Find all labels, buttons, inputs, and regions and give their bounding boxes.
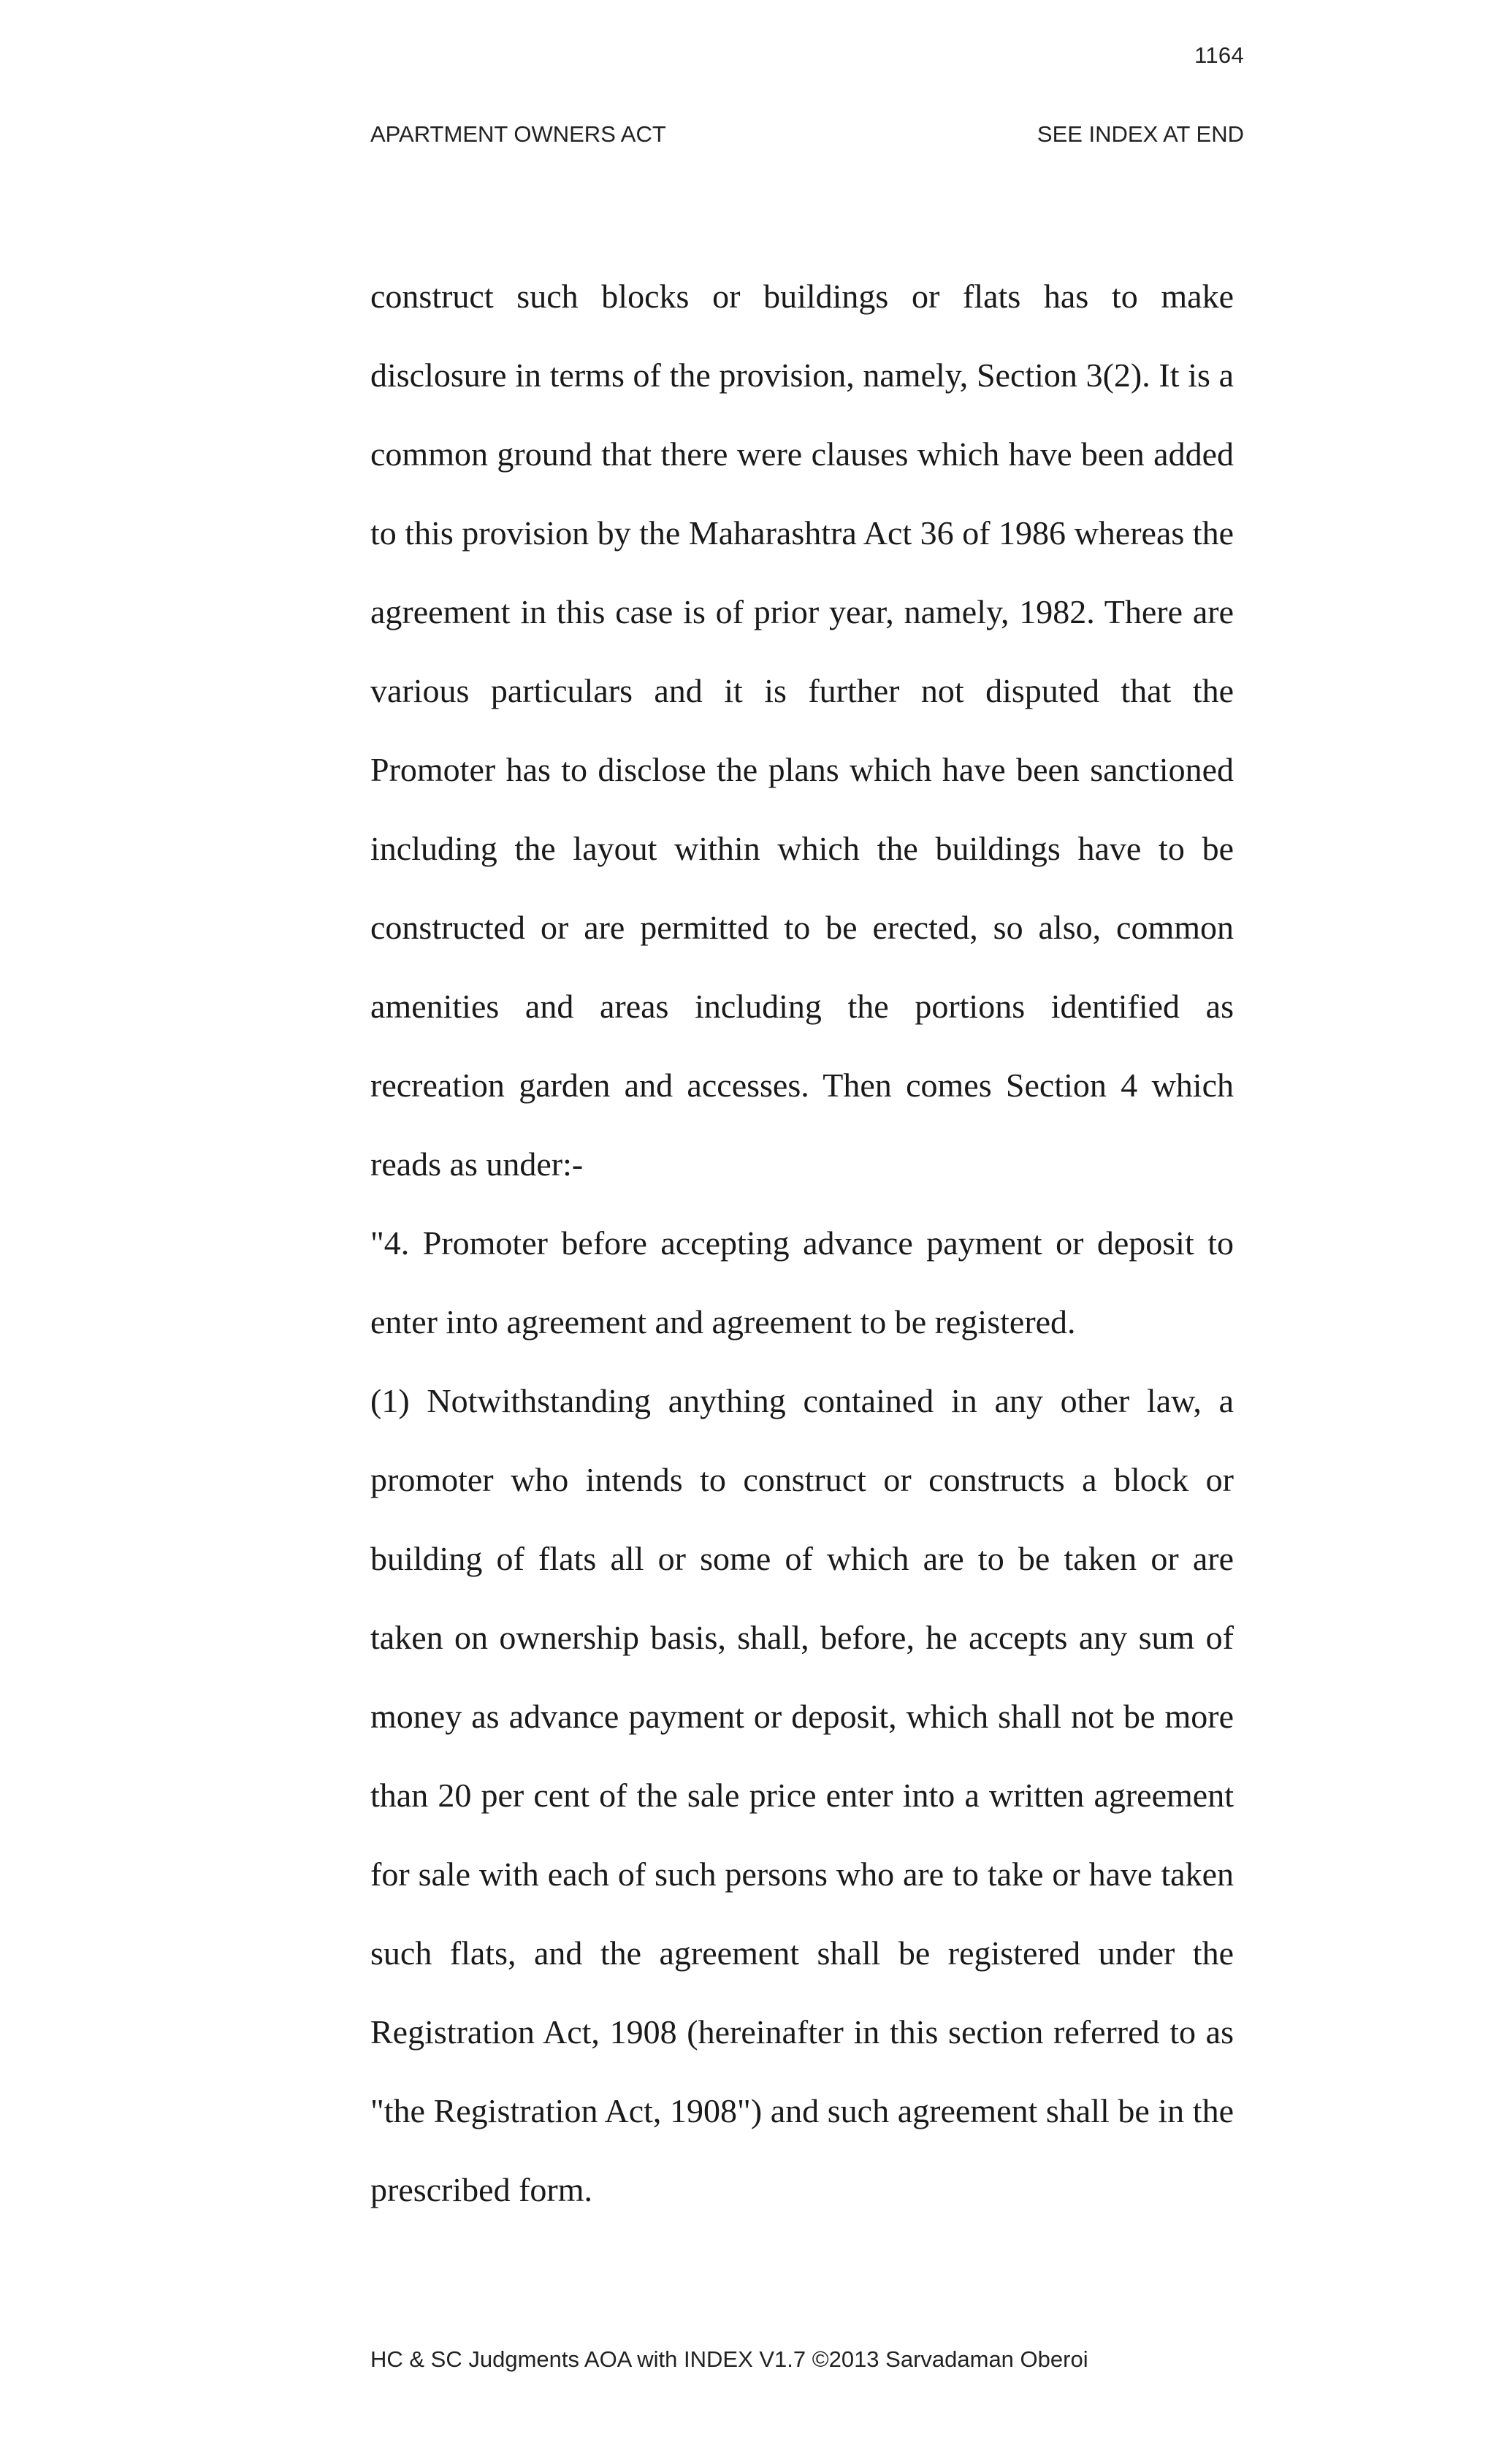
body-paragraph: (1) Notwithstanding anything contained in any other law, a promoter who intends to construct or constructs a block or building of flats all or some of which are to be taken or are taken on ownership basis, shall, before, he accepts any sum of money as advance payment or deposit, which shall not be more than 20 per cent of the sale price enter into a written agreement for sale with each of such persons who are to take or have taken such flats, and the agreement shall be registered under the Registration Act, 1908 (hereinafter in this section referred to as "the Registration Act, 1908") and such agreement shall be in the prescribed form.	[370, 1382, 1234, 2208]
page-footer: HC & SC Judgments AOA with INDEX V1.7 ©2013 Sarvadaman Oberoi	[370, 2346, 1088, 2372]
body-paragraph: construct such blocks or buildings or flats has to make disclosure in terms of the provision, namely, Section 3(2). It is a common ground that there were clauses which have been added to this provision by the Maharashtra Act 36 of 1986 whereas the agreement in this case is of prior year, namely, 1982. There are various particulars and it is further not disputed that the Promoter has to disclose the plans which have been sanctioned including the layout within which the buildings have to be constructed or are permitted to be erected, so also, common amenities and areas including the portions identified as recreation garden and accesses. Then comes Section 4 which reads as under:-	[370, 278, 1234, 1183]
section-heading-quote: "4. Promoter before accepting advance payment or deposit to enter into agreement and agreement to be registered.	[370, 1224, 1234, 1340]
document-body	[370, 257, 1234, 2230]
page-number: 1164	[1194, 42, 1244, 68]
running-header-index-note: SEE INDEX AT END	[1037, 121, 1244, 147]
running-header-title: APARTMENT OWNERS ACT	[370, 121, 666, 147]
